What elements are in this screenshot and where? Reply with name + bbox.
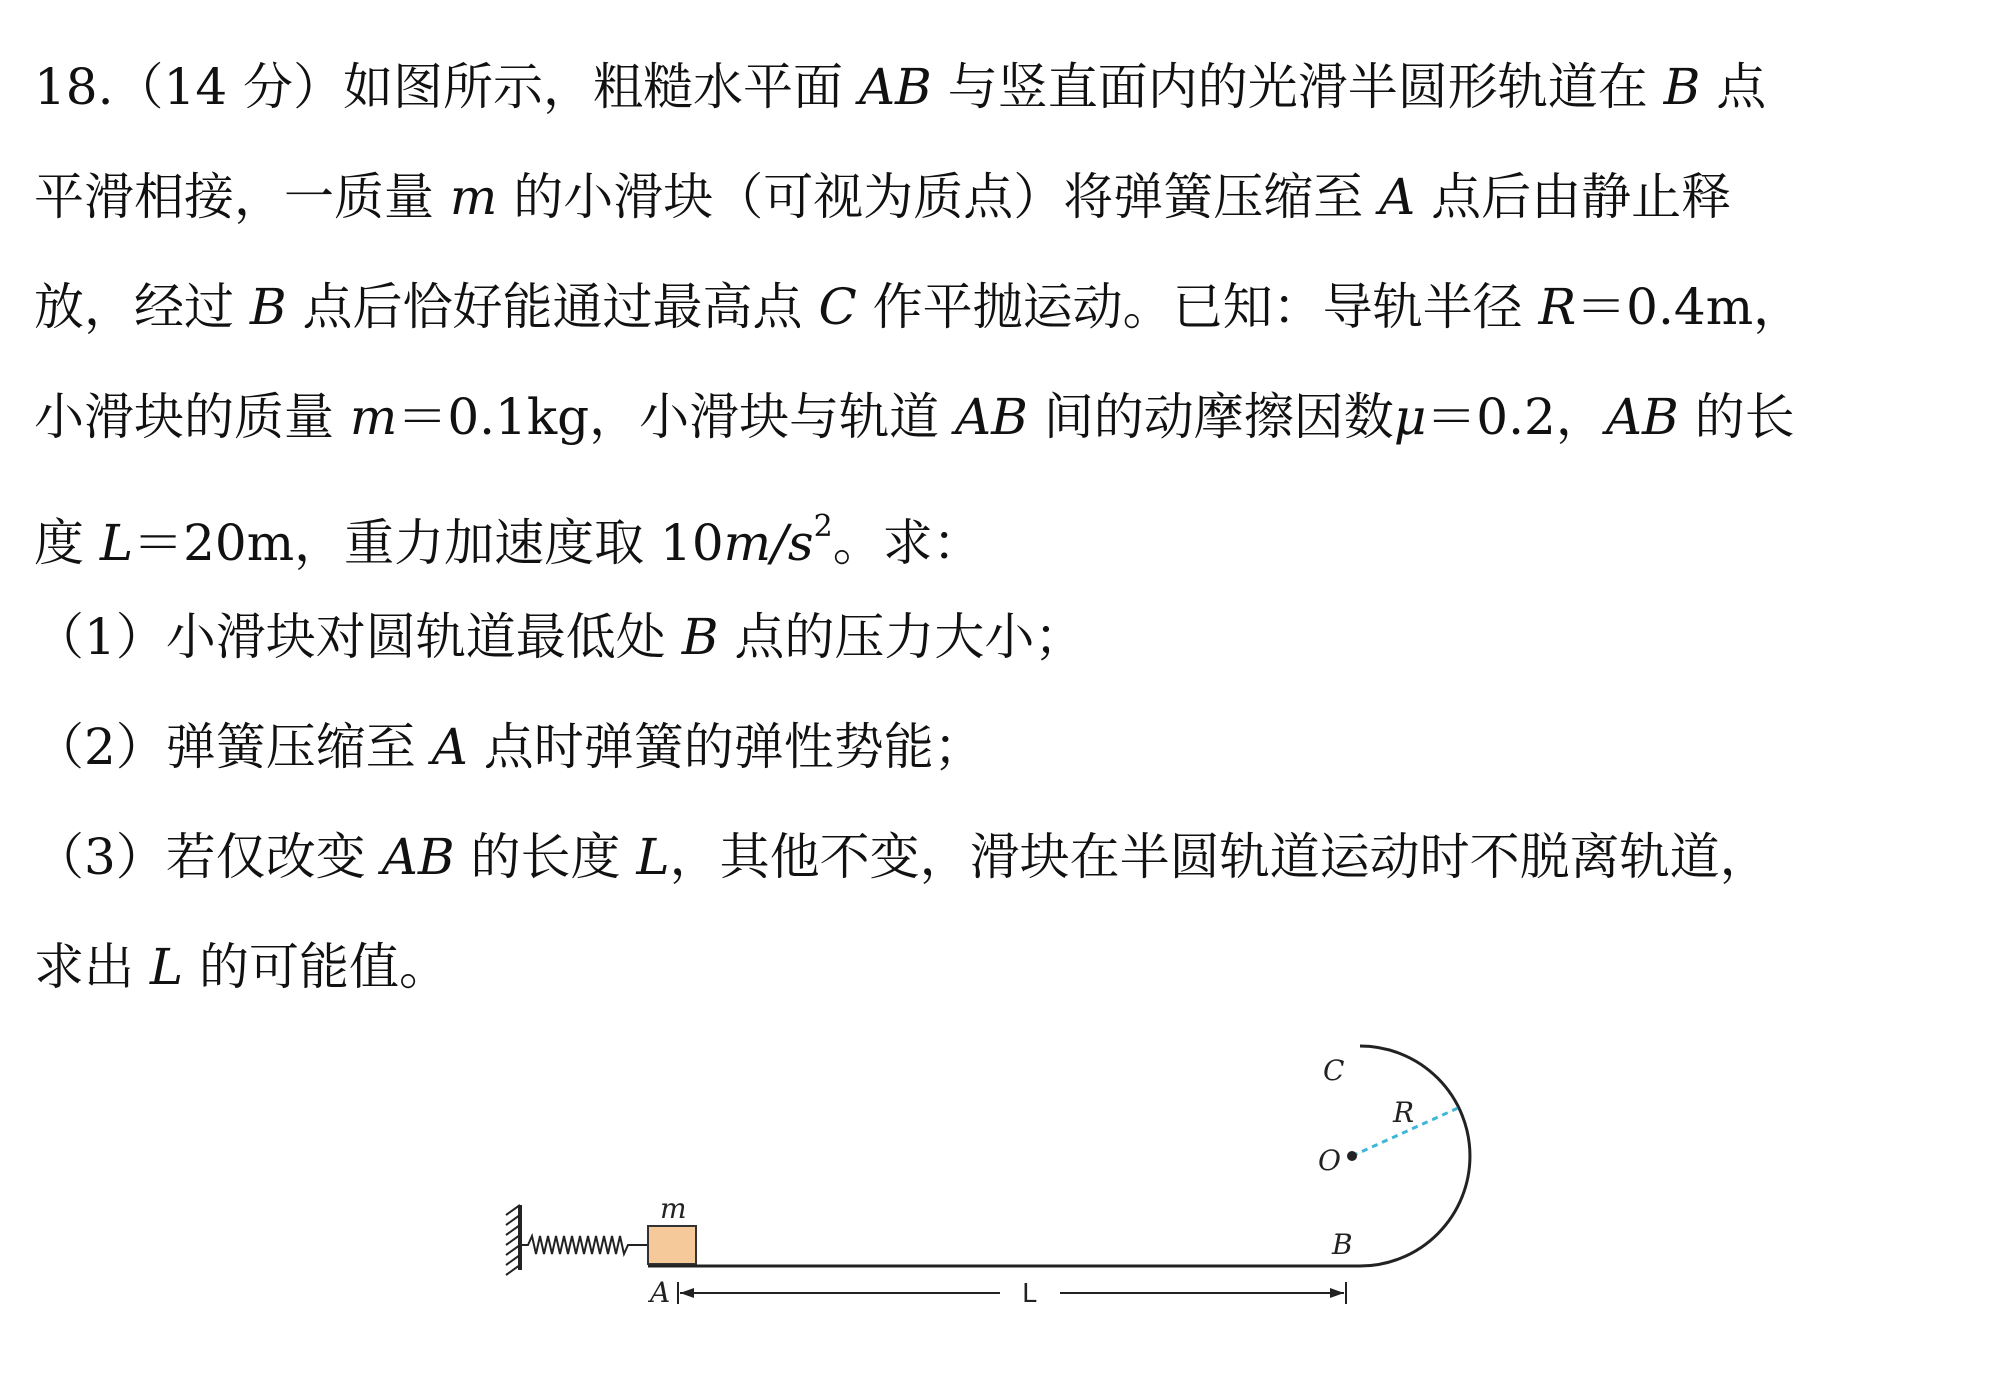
- text-segment: 小滑块的质量: [34, 388, 350, 446]
- text-segment: 。求：: [832, 514, 983, 572]
- question-3-continued: [34, 922, 1964, 1032]
- physics-diagram: [500, 1030, 1480, 1330]
- var-B: B: [681, 608, 719, 666]
- var-m: m: [449, 168, 498, 226]
- text-segment: 点: [1700, 58, 1767, 116]
- text-segment: ，其他不变，滑块在半圆轨道运动时不脱离轨道，: [669, 828, 1770, 886]
- var-AB: AB: [381, 828, 455, 886]
- var-B: B: [1663, 58, 1701, 116]
- text-segment: 求出: [34, 938, 150, 996]
- text-segment: 放，经过: [34, 278, 250, 336]
- problem-line-4: [34, 372, 1964, 482]
- text-segment: ＝0.1kg，小滑块与轨道: [397, 388, 956, 446]
- center-point: [1347, 1151, 1357, 1161]
- label-R: R: [1393, 1096, 1415, 1129]
- text-segment: （3）若仅改变: [34, 828, 382, 886]
- var-m: m: [349, 388, 398, 446]
- text-segment: 点后恰好能通过最高点: [286, 278, 819, 336]
- var-L: L: [149, 938, 184, 996]
- label-L: L: [1022, 1279, 1037, 1309]
- text-segment: 间的动摩擦因数: [1027, 388, 1394, 446]
- text-segment: 作平抛运动。已知：导轨半径: [856, 278, 1539, 336]
- var-AB: AB: [858, 58, 932, 116]
- wall: [506, 1205, 520, 1275]
- text-segment: 点时弹簧的弹性势能；: [467, 718, 984, 776]
- text-segment: （1）小滑块对圆轨道最低处: [34, 608, 682, 666]
- var-L: L: [99, 514, 134, 572]
- semicircle-track: [1360, 1046, 1470, 1266]
- text-segment: 的长度: [454, 828, 637, 886]
- var-C: C: [818, 278, 857, 336]
- var-A: A: [1379, 168, 1416, 226]
- problem-line-1: [34, 42, 1964, 152]
- text-segment: 度: [34, 514, 100, 572]
- text-segment: 的长: [1678, 388, 1795, 446]
- unit-ms: m/s: [723, 514, 814, 572]
- text-segment: （2）弹簧压缩至: [34, 718, 432, 776]
- var-AB: AB: [955, 388, 1028, 446]
- superscript-2: 2: [813, 509, 833, 544]
- problem-line-3: [34, 262, 1964, 372]
- text-segment: ＝0.4m，: [1576, 278, 1804, 336]
- text-segment: ＝20m，重力加速度取 10: [133, 514, 724, 572]
- problem-line-2: [34, 152, 1964, 262]
- label-A: A: [650, 1276, 671, 1309]
- var-AB: AB: [1605, 388, 1679, 446]
- spring: [520, 1236, 648, 1254]
- problem-line-5: [34, 482, 1964, 592]
- var-L: L: [636, 828, 670, 886]
- text-segment: 的小滑块（可视为质点）将弹簧压缩至: [497, 168, 1380, 226]
- question-3: [34, 812, 1964, 922]
- slider-block: [648, 1226, 696, 1264]
- var-R: R: [1538, 278, 1577, 336]
- diagram-svg: [500, 1030, 1480, 1330]
- question-1: [34, 592, 1964, 702]
- text-segment: 平滑相接，一质量: [34, 168, 450, 226]
- problem-text: [34, 42, 1964, 1032]
- text-segment: ＝0.2，: [1426, 388, 1606, 446]
- text-segment: 点后由静止释: [1415, 168, 1732, 226]
- label-C: C: [1323, 1054, 1345, 1087]
- text-segment: 与竖直面内的光滑半圆形轨道在: [931, 58, 1664, 116]
- question-2: [34, 702, 1964, 812]
- label-m: m: [660, 1192, 687, 1225]
- length-dimension: [678, 1282, 1346, 1304]
- var-B: B: [249, 278, 287, 336]
- label-O: O: [1318, 1144, 1341, 1177]
- label-B: B: [1332, 1228, 1353, 1261]
- var-mu: μ: [1393, 388, 1427, 446]
- text-segment: 点的压力大小；: [718, 608, 1085, 666]
- var-A: A: [431, 718, 468, 776]
- problem-number-intro: 18.（14 分）如图所示，粗糙水平面: [34, 58, 859, 116]
- text-segment: 的可能值。: [183, 938, 450, 996]
